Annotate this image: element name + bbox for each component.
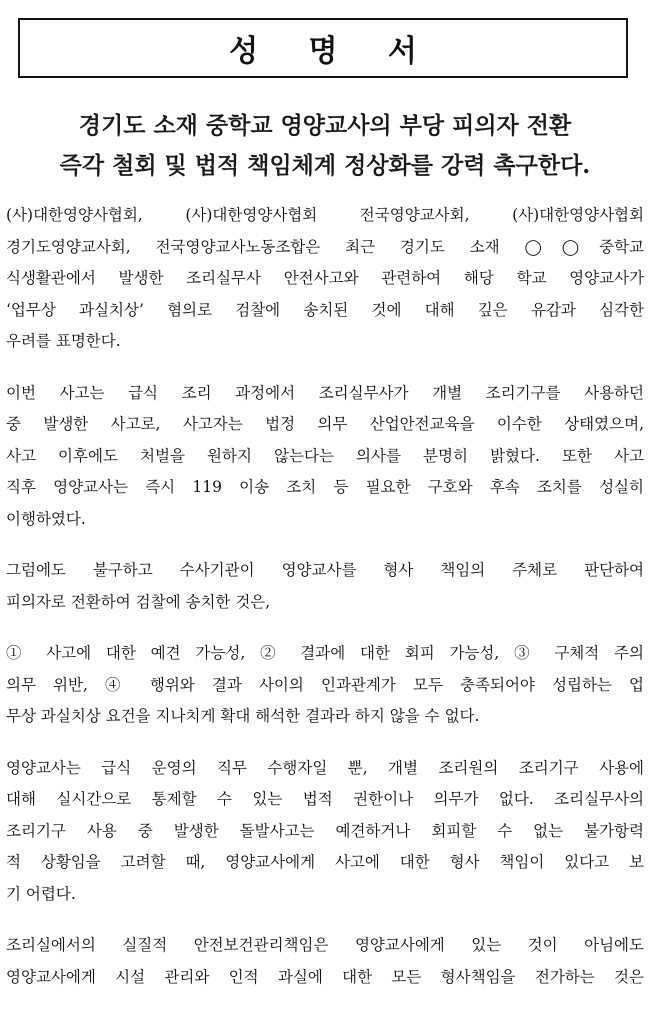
paragraph-line: 우려를 표명한다. [6, 332, 121, 350]
paragraph-line: 식생활관에서 발생한 조리실무사 안전사고와 관련하여 해당 학교 영양교사가 [6, 269, 644, 287]
paragraph-line: 피의자로 전환하여 검찰에 송치한 것은, [6, 592, 271, 611]
paragraph-line: 그럼에도 불구하고 수사기관이 영양교사를 형사 책임의 주체로 판단하여 [6, 561, 644, 579]
paragraph-line: 조리기구 사용 중 발생한 돌발사고는 예견하거나 회피할 수 없는 불가항력 [6, 821, 644, 840]
paragraph-line: 조리실에서의 실질적 안전보건관리책임은 영양교사에게 있는 것이 아님에도 [6, 936, 644, 954]
paragraph-line: 경기도영양교사회, 전국영양교사노동조합은 최근 경기도 소재 ◯◯중학교 [6, 237, 644, 256]
paragraph-6 [6, 930, 644, 993]
paragraph-line: 직후 영양교사는 즉시 119 이송 조치 등 필요한 구호와 후속 조치를 성실히 [6, 478, 644, 496]
title-box [18, 18, 628, 78]
paragraph-line: 적 상황임을 고려할 때, 영양교사에게 사고에 대한 형사 책임이 있다고 보 [6, 853, 644, 871]
paragraph-line: 중 발생한 사고로, 사고자는 법정 의무 산업안전교육을 이수한 상태였으며, [6, 415, 644, 433]
paragraph-line: 사고 이후에도 처벌을 원하지 않는다는 의사를 분명히 밝혔다. 또한 사고 [6, 446, 644, 465]
paragraph-line: 영양교사에게 시설 관리와 인적 과실에 대한 모든 형사책임을 전가하는 것은 [6, 967, 644, 986]
paragraph-line: 이번 사고는 급식 조리 과정에서 조리실무사가 개별 조리기구를 사용하던 [6, 383, 644, 402]
paragraph-4 [6, 638, 644, 733]
document-title: 성 명 서 [229, 34, 437, 69]
headline [0, 106, 650, 186]
paragraph-line: 의무 위반, ④ 행위와 결과 사이의 인과관계가 모두 충족되어야 성립하는 업 [6, 675, 644, 694]
paragraph-line: 무상 과실치상 요건을 지나치게 확대 해석한 결과라 하지 않을 수 없다. [6, 707, 480, 725]
paragraph-line: 기 어렵다. [6, 884, 76, 903]
paragraph-line: ① 사고에 대한 예견 가능성, ② 결과에 대한 회피 가능성, ③ 구체적 주의 [6, 644, 644, 662]
paragraph-2 [6, 378, 644, 536]
paragraph-line: 대해 실시간으로 통제할 수 있는 법적 권한이나 의무가 없다. 조리실무사의 [6, 790, 644, 808]
paragraph-3 [6, 555, 644, 618]
paragraph-line: (사)대한영양사협회, (사)대한영양사협회 전국영양교사회, (사)대한영양사협회 [6, 206, 644, 224]
statement-body [6, 200, 644, 1013]
paragraph-line: 영양교사는 급식 운영의 직무 수행자일 뿐, 개별 조리원의 조리기구 사용에 [6, 758, 644, 777]
paragraph-1 [6, 200, 644, 358]
headline-line-1: 경기도 소재 중학교 영양교사의 부당 피의자 전환 [78, 112, 572, 139]
paragraph-5 [6, 753, 644, 911]
headline-line-2: 즉각 철회 및 법적 책임체계 정상화를 강력 촉구한다. [59, 152, 591, 179]
paragraph-line: ‘업무상 과실치상’ 혐의로 검찰에 송치된 것에 대해 깊은 유감과 심각한 [6, 300, 644, 319]
paragraph-line: 이행하였다. [6, 509, 86, 528]
